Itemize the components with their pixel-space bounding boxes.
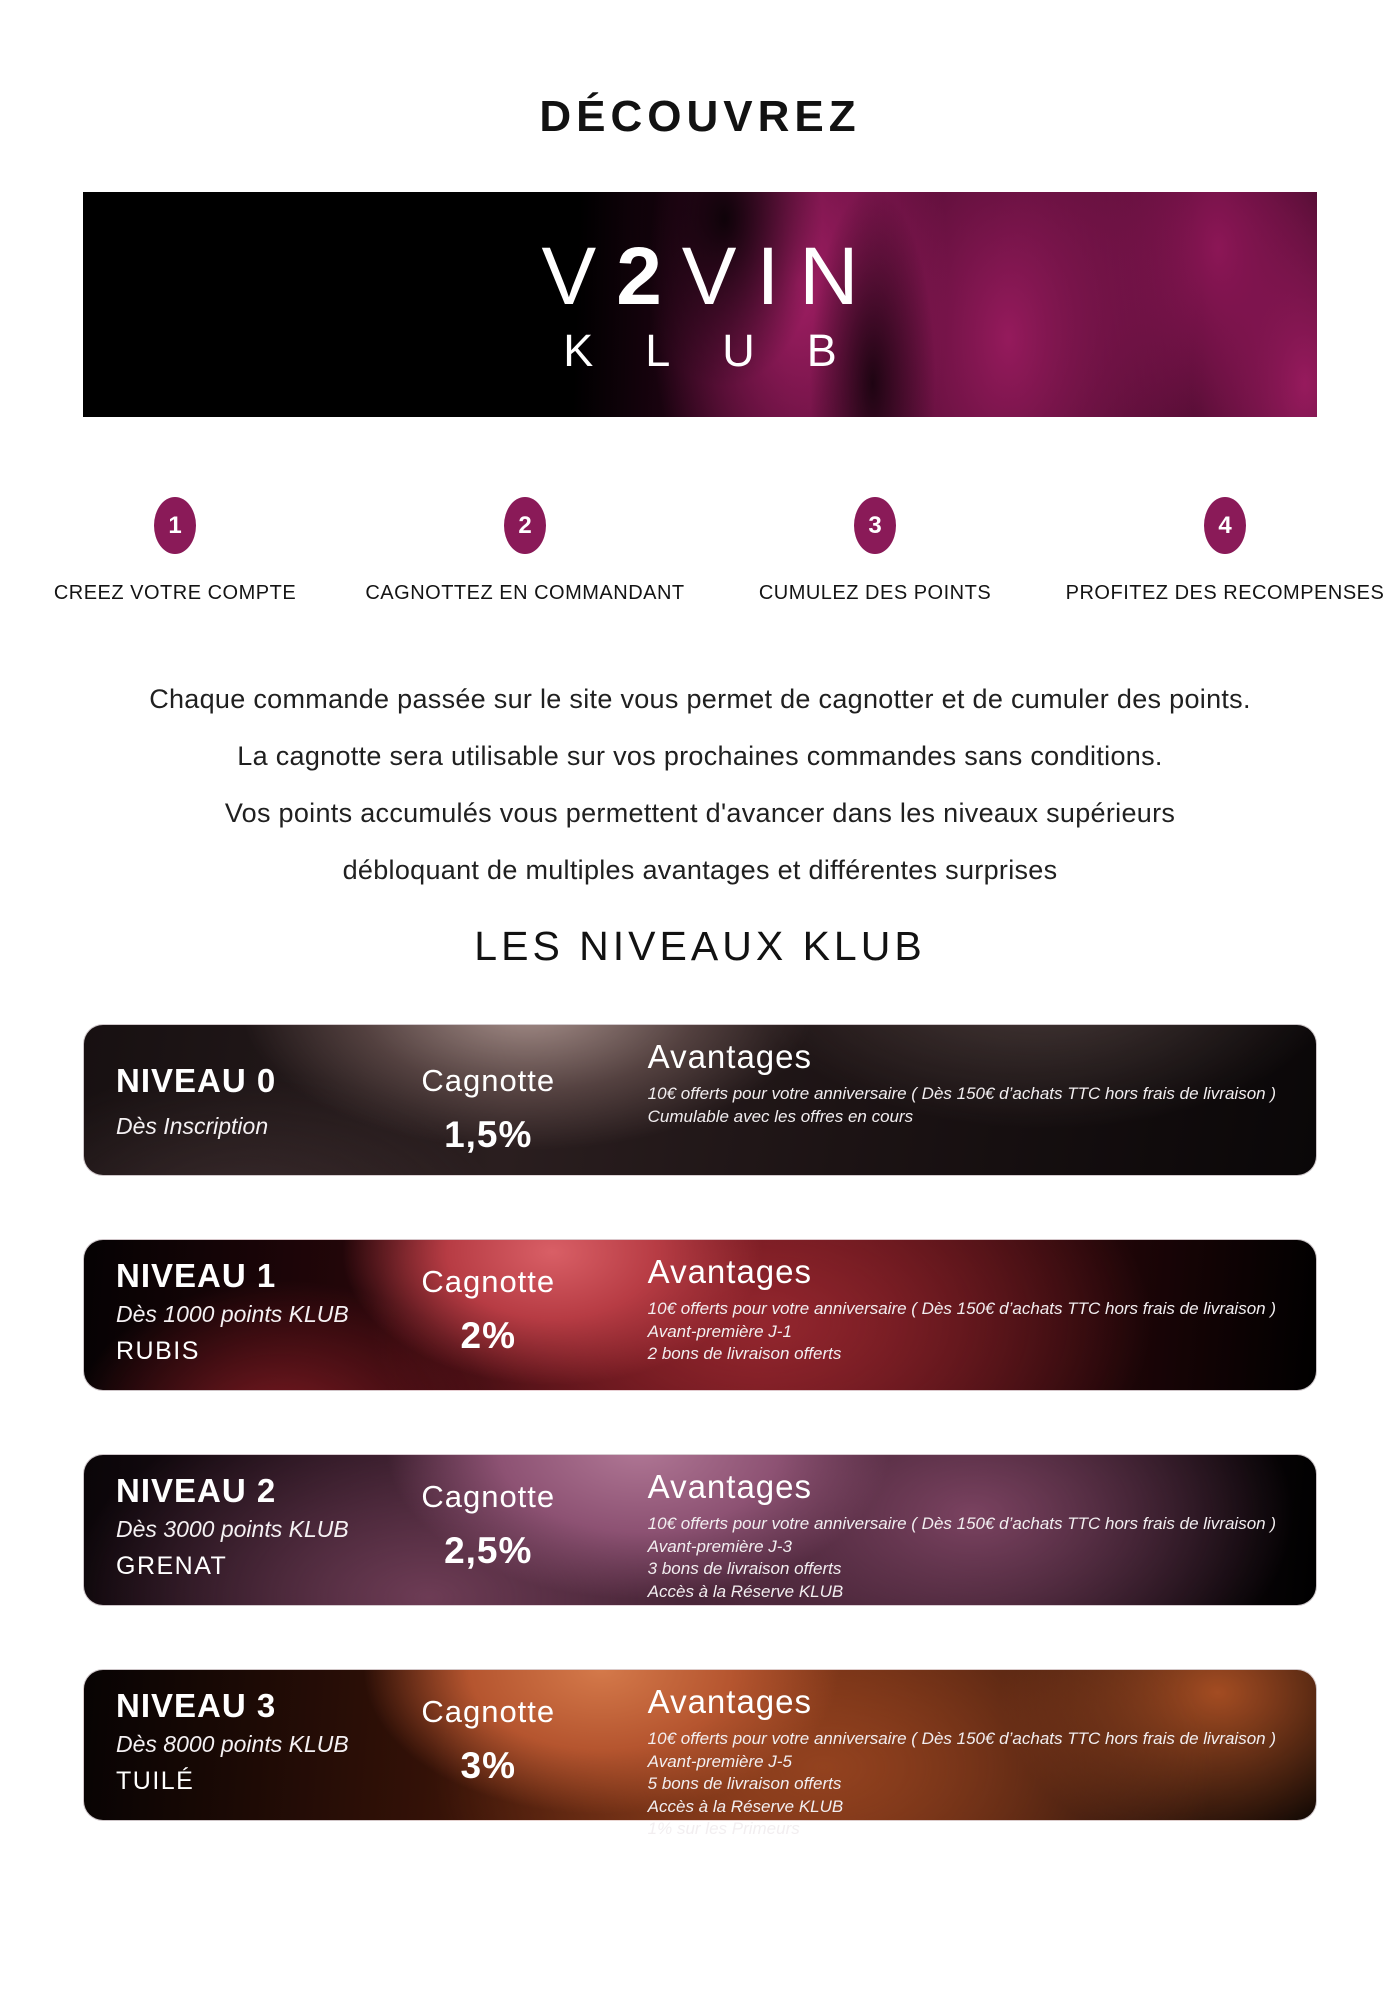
level-requirement: Dès 3000 points KLUB [116, 1516, 349, 1543]
card-avantages-column [606, 1455, 1316, 1605]
level-card-niveau-1 [83, 1239, 1317, 1391]
intro-line-3: Vos points accumulés vous permettent d'avancer dans les niveaux supérieurs [224, 798, 1176, 828]
brand-pre: V [541, 231, 617, 322]
step-3-badge-icon: 3 [854, 497, 896, 554]
card-left-column [84, 1025, 371, 1175]
avantages-title: Avantages [647, 1468, 813, 1505]
step-4-badge-icon: 4 [1204, 497, 1246, 554]
avantage-item: 10€ offerts pour votre anniversaire ( Dès 150€ d’achats TTC hors frais de livraison ) [647, 1729, 1276, 1748]
avantages-title: Avantages [647, 1253, 813, 1290]
card-left-column [84, 1455, 371, 1605]
step-2-label: CAGNOTTEZ EN COMMANDANT [365, 582, 685, 604]
level-tier-name: TUILÉ [116, 1767, 195, 1796]
step-4 [1050, 497, 1400, 605]
level-title: NIVEAU 3 [116, 1687, 277, 1724]
klub-banner [83, 192, 1317, 417]
card-left-column [84, 1240, 371, 1390]
card-cagnotte-column [371, 1240, 606, 1390]
avantage-item: 1% sur les Primeurs [647, 1819, 800, 1838]
card-cagnotte-column [371, 1025, 606, 1175]
page-title: DÉCOUVREZ [539, 92, 861, 141]
level-requirement: Dès 1000 points KLUB [116, 1301, 349, 1328]
level-title: NIVEAU 2 [116, 1472, 277, 1509]
card-cagnotte-column [371, 1455, 606, 1605]
intro-paragraphs [0, 671, 1400, 899]
avantage-item: 10€ offerts pour votre anniversaire ( Dès 150€ d’achats TTC hors frais de livraison ) [647, 1299, 1276, 1318]
avantages-title: Avantages [647, 1038, 813, 1075]
level-card-niveau-0 [83, 1024, 1317, 1176]
avantage-item: Accès à la Réserve KLUB [647, 1796, 844, 1816]
cagnotte-value: 2,5% [444, 1530, 533, 1571]
cagnotte-label: Cagnotte [421, 1694, 556, 1729]
avantage-item: Avant-première J-5 [647, 1751, 792, 1771]
avantage-item: Accès à la Réserve KLUB [647, 1581, 844, 1601]
avantage-item: 10€ offerts pour votre anniversaire ( Dès 150€ d’achats TTC hors frais de livraison ) [647, 1514, 1276, 1533]
avantage-item: Cumulable avec les offres en cours [647, 1106, 914, 1126]
card-avantages-column [606, 1025, 1316, 1175]
card-cagnotte-column [371, 1670, 606, 1820]
card-avantages-column [606, 1240, 1316, 1390]
level-title: NIVEAU 0 [116, 1062, 277, 1099]
cagnotte-label: Cagnotte [421, 1063, 556, 1098]
avantage-item: 5 bons de livraison offerts [647, 1774, 842, 1793]
cagnotte-value: 2% [460, 1315, 516, 1356]
cagnotte-label: Cagnotte [421, 1264, 556, 1299]
avantage-item: 2 bons de livraison offerts [647, 1344, 842, 1363]
level-cards [83, 1024, 1317, 1838]
steps-row [0, 497, 1400, 605]
avantage-item: Avant-première J-1 [647, 1321, 792, 1341]
brand-accent-digit: 2 [616, 231, 682, 322]
cagnotte-value: 1,5% [444, 1114, 533, 1155]
cagnotte-label: Cagnotte [421, 1479, 556, 1514]
step-1 [0, 497, 350, 605]
cagnotte-value: 3% [460, 1745, 516, 1786]
level-tier-name: GRENAT [116, 1552, 228, 1581]
intro-line-4: débloquant de multiples avantages et différentes surprises [342, 855, 1058, 885]
step-2 [350, 497, 700, 605]
level-card-niveau-2 [83, 1454, 1317, 1606]
level-tier-name: RUBIS [116, 1337, 200, 1366]
brand-post: VIN [681, 231, 879, 322]
step-2-badge-icon: 2 [504, 497, 546, 554]
brand-sub-name: KLUB [563, 325, 889, 376]
level-requirement: Dès Inscription [116, 1113, 269, 1140]
level-card-niveau-3 [83, 1669, 1317, 1838]
step-1-label: CREEZ VOTRE COMPTE [53, 582, 297, 604]
avantages-title: Avantages [647, 1683, 813, 1720]
levels-heading: LES NIVEAUX KLUB [474, 923, 926, 969]
brand-name [521, 231, 879, 322]
step-1-badge-icon: 1 [154, 497, 196, 554]
level-requirement: Dès 8000 points KLUB [116, 1731, 349, 1758]
banner-brand [83, 192, 1317, 417]
level-title: NIVEAU 1 [116, 1257, 277, 1294]
card-avantages-column [606, 1670, 1316, 1838]
intro-line-2: La cagnotte sera utilisable sur vos prochaines commandes sans conditions. [237, 741, 1163, 771]
step-4-label: PROFITEZ DES RECOMPENSES [1065, 582, 1385, 604]
step-3 [700, 497, 1050, 605]
intro-line-1: Chaque commande passée sur le site vous permet de cagnotter et de cumuler des points. [149, 684, 1251, 714]
step-3-label: CUMULEZ DES POINTS [758, 582, 992, 604]
avantage-item: Avant-première J-3 [647, 1536, 792, 1556]
card-left-column [84, 1670, 371, 1820]
avantage-item: 3 bons de livraison offerts [647, 1559, 842, 1578]
avantage-item: 10€ offerts pour votre anniversaire ( Dès 150€ d’achats TTC hors frais de livraison ) [647, 1084, 1276, 1103]
